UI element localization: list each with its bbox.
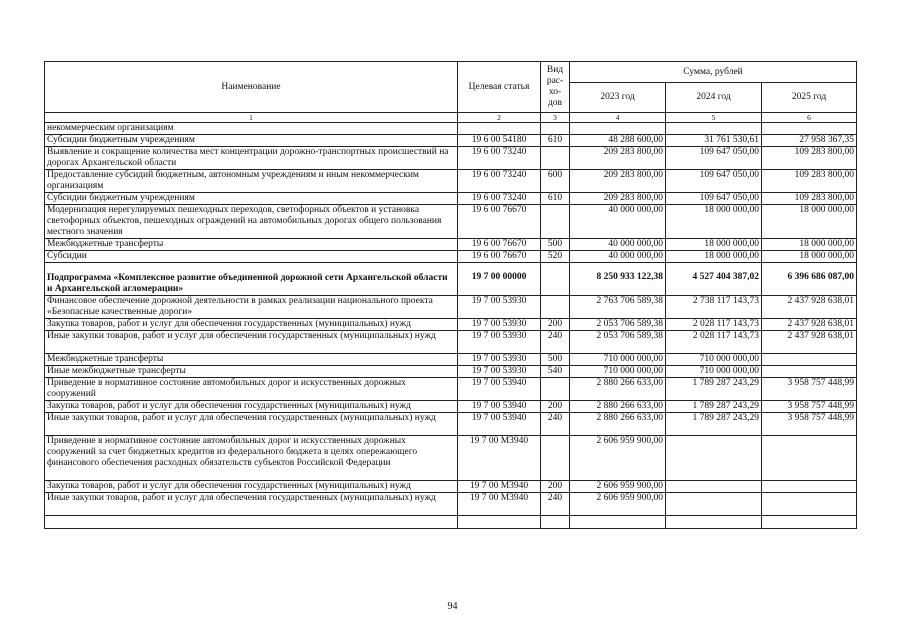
row-name: Подпрограмма «Комплексное развитие объединенной дорожной сети Архангельской области и Архангельской агломерации»	[45, 263, 458, 296]
row-2023: 2 606 959 900,00	[570, 436, 666, 481]
row-code: 19 7 00 53930	[458, 296, 541, 319]
row-2025	[762, 481, 857, 493]
row-2023: 40 000 000,00	[570, 251, 666, 263]
row-name: некоммерческим организациям	[45, 123, 458, 135]
row-2023: 2 606 959 900,00	[570, 493, 666, 516]
row-code: 19 7 00 00000	[458, 263, 541, 296]
header-sum: Сумма, рублей	[570, 62, 857, 83]
header-name: Наименование	[45, 62, 458, 113]
row-2024: 109 647 050,00	[666, 147, 762, 170]
row-2023: 2 880 266 633,00	[570, 378, 666, 401]
row-name: Субсидии бюджетным учреждениям	[45, 135, 458, 147]
row-2024: 18 000 000,00	[666, 251, 762, 263]
page-number: 94	[447, 601, 458, 612]
table-row	[45, 378, 857, 401]
row-2023	[570, 123, 666, 135]
table-row	[45, 481, 857, 493]
table-row	[45, 135, 857, 147]
row-2025: 2 437 928 638,01	[762, 296, 857, 319]
row-2023: 2 763 706 589,38	[570, 296, 666, 319]
row-name: Межбюджетные трансферты	[45, 239, 458, 251]
empty-cell	[45, 516, 458, 529]
row-vid: 500	[541, 354, 570, 366]
row-2024: 2 738 117 143,73	[666, 296, 762, 319]
row-2024	[666, 123, 762, 135]
table-row	[45, 193, 857, 205]
row-2023: 209 283 800,00	[570, 147, 666, 170]
row-2023: 2 880 266 633,00	[570, 413, 666, 436]
table-row	[45, 366, 857, 378]
row-code: 19 6 00 76670	[458, 239, 541, 251]
row-2024: 1 789 287 243,29	[666, 378, 762, 401]
row-2024: 710 000 000,00	[666, 366, 762, 378]
row-2024: 18 000 000,00	[666, 205, 762, 239]
table-row	[45, 170, 857, 193]
table-row	[45, 296, 857, 319]
row-name: Выявление и сокращение количества мест концентрации дорожно-транспортных происшествий на дорогах Архангельской области	[45, 147, 458, 170]
row-2025: 2 437 928 638,01	[762, 319, 857, 331]
col-number: 5	[666, 113, 762, 123]
header-vid-line3: хо-	[548, 87, 562, 97]
row-2025: 109 283 800,00	[762, 170, 857, 193]
row-code: 19 7 00 М3940	[458, 436, 541, 481]
row-2023: 710 000 000,00	[570, 354, 666, 366]
row-code: 19 7 00 53930	[458, 366, 541, 378]
row-name: Модернизация нерегулируемых пешеходных переходов, светофорных объектов и установка светофорных объектов, пешеходных ограждений на автомобильных дорогах общего пользования местного значения	[45, 205, 458, 239]
row-2023: 48 288 600,00	[570, 135, 666, 147]
header-year-2023: 2023 год	[570, 83, 666, 113]
header-vid	[541, 62, 570, 113]
row-2025	[762, 366, 857, 378]
row-2024	[666, 481, 762, 493]
row-name: Субсидии	[45, 251, 458, 263]
row-2025: 3 958 757 448,99	[762, 413, 857, 436]
row-2024: 109 647 050,00	[666, 193, 762, 205]
row-vid	[541, 205, 570, 239]
empty-cell	[458, 516, 541, 529]
row-2023: 209 283 800,00	[570, 170, 666, 193]
row-vid	[541, 296, 570, 319]
row-vid	[541, 436, 570, 481]
row-code: 19 7 00 53940	[458, 413, 541, 436]
row-2024: 2 028 117 143,73	[666, 319, 762, 331]
row-2025	[762, 354, 857, 366]
row-2025: 3 958 757 448,99	[762, 378, 857, 401]
table-row	[45, 413, 857, 436]
header-vid-line2: рас-	[546, 76, 564, 86]
header-target: Целевая статья	[458, 62, 541, 113]
row-2024: 18 000 000,00	[666, 239, 762, 251]
row-code: 19 7 00 53930	[458, 354, 541, 366]
table-row	[45, 354, 857, 366]
row-2025: 18 000 000,00	[762, 251, 857, 263]
row-vid: 520	[541, 251, 570, 263]
row-name: Иные межбюджетные трансферты	[45, 366, 458, 378]
table-row	[45, 205, 857, 239]
row-vid: 610	[541, 193, 570, 205]
row-name: Иные закупки товаров, работ и услуг для обеспечения государственных (муниципальных) нужд	[45, 331, 458, 354]
row-2024: 31 761 530,61	[666, 135, 762, 147]
row-2025: 18 000 000,00	[762, 205, 857, 239]
row-2023: 2 053 706 589,38	[570, 319, 666, 331]
row-2023: 209 283 800,00	[570, 193, 666, 205]
row-2025	[762, 493, 857, 516]
row-code: 19 6 00 73240	[458, 147, 541, 170]
row-code: 19 6 00 73240	[458, 170, 541, 193]
table-row	[45, 493, 857, 516]
row-2023: 40 000 000,00	[570, 239, 666, 251]
row-vid: 500	[541, 239, 570, 251]
row-name: Субсидии бюджетным учреждениям	[45, 193, 458, 205]
row-vid	[541, 263, 570, 296]
row-name: Закупка товаров, работ и услуг для обеспечения государственных (муниципальных) нужд	[45, 401, 458, 413]
row-2023: 2 880 266 633,00	[570, 401, 666, 413]
row-code: 19 7 00 53930	[458, 319, 541, 331]
row-vid	[541, 378, 570, 401]
col-number: 6	[762, 113, 857, 123]
row-vid: 200	[541, 401, 570, 413]
row-2025: 109 283 800,00	[762, 193, 857, 205]
row-code: 19 6 00 76670	[458, 251, 541, 263]
row-2024	[666, 493, 762, 516]
row-2023: 2 053 706 589,38	[570, 331, 666, 354]
row-2025: 109 283 800,00	[762, 147, 857, 170]
table-row	[45, 251, 857, 263]
header-vid-line1: Вид	[546, 65, 564, 75]
budget-table	[44, 61, 857, 529]
row-2025	[762, 436, 857, 481]
row-2025: 27 958 367,35	[762, 135, 857, 147]
row-2024: 4 527 404 387,02	[666, 263, 762, 296]
row-code: 19 7 00 М3940	[458, 481, 541, 493]
row-vid	[541, 123, 570, 135]
row-2025: 18 000 000,00	[762, 239, 857, 251]
table-row	[45, 331, 857, 354]
table-row	[45, 436, 857, 481]
row-2025: 6 396 686 087,00	[762, 263, 857, 296]
table-row	[45, 123, 857, 135]
row-name: Закупка товаров, работ и услуг для обеспечения государственных (муниципальных) нужд	[45, 481, 458, 493]
row-code: 19 6 00 73240	[458, 193, 541, 205]
header-year-2024: 2024 год	[666, 83, 762, 113]
row-name: Предоставление субсидий бюджетным, автономным учреждениям и иным некоммерческим организациям	[45, 170, 458, 193]
row-vid: 540	[541, 366, 570, 378]
row-2024: 1 789 287 243,29	[666, 413, 762, 436]
row-code: 19 7 00 53940	[458, 401, 541, 413]
empty-cell	[570, 516, 666, 529]
row-2023: 40 000 000,00	[570, 205, 666, 239]
row-vid: 240	[541, 413, 570, 436]
row-name: Закупка товаров, работ и услуг для обеспечения государственных (муниципальных) нужд	[45, 319, 458, 331]
row-2025: 3 958 757 448,99	[762, 401, 857, 413]
row-code: 19 6 00 54180	[458, 135, 541, 147]
row-code: 19 7 00 53930	[458, 331, 541, 354]
empty-cell	[541, 516, 570, 529]
row-2024: 109 647 050,00	[666, 170, 762, 193]
row-2023: 710 000 000,00	[570, 366, 666, 378]
row-name: Иные закупки товаров, работ и услуг для обеспечения государственных (муниципальных) нужд	[45, 493, 458, 516]
row-code	[458, 123, 541, 135]
row-2023: 2 606 959 900,00	[570, 481, 666, 493]
row-name: Межбюджетные трансферты	[45, 354, 458, 366]
row-vid: 600	[541, 170, 570, 193]
table-row-empty	[45, 516, 857, 529]
row-name: Приведение в нормативное состояние автомобильных дорог и искусственных дорожных сооружений за счет бюджетных кредитов из федерального бюджета в целях опережающего финансового обеспечения расходных обязательств субъектов Российской Федерации	[45, 436, 458, 481]
row-name: Приведение в нормативное состояние автомобильных дорог и искусственных дорожных сооружений	[45, 378, 458, 401]
table-row	[45, 319, 857, 331]
col-number: 2	[458, 113, 541, 123]
row-name: Иные закупки товаров, работ и услуг для обеспечения государственных (муниципальных) нужд	[45, 413, 458, 436]
row-code: 19 6 00 76670	[458, 205, 541, 239]
row-code: 19 7 00 М3940	[458, 493, 541, 516]
row-2025: 2 437 928 638,01	[762, 331, 857, 354]
row-2024: 2 028 117 143,73	[666, 331, 762, 354]
table-row	[45, 239, 857, 251]
row-name: Финансовое обеспечение дорожной деятельности в рамках реализации национального проекта «Безопасные качественные дороги»	[45, 296, 458, 319]
table-row-subprogram	[45, 263, 857, 296]
row-vid: 240	[541, 493, 570, 516]
row-vid: 610	[541, 135, 570, 147]
col-number: 4	[570, 113, 666, 123]
row-vid: 200	[541, 319, 570, 331]
row-2024: 710 000 000,00	[666, 354, 762, 366]
row-vid: 200	[541, 481, 570, 493]
col-number: 3	[541, 113, 570, 123]
header-vid-line4: дов	[547, 98, 563, 108]
table-row	[45, 401, 857, 413]
empty-cell	[666, 516, 762, 529]
empty-cell	[762, 516, 857, 529]
row-2025	[762, 123, 857, 135]
row-2023: 8 250 933 122,38	[570, 263, 666, 296]
row-2024: 1 789 287 243,29	[666, 401, 762, 413]
row-code: 19 7 00 53940	[458, 378, 541, 401]
header-year-2025: 2025 год	[762, 83, 857, 113]
table-row	[45, 147, 857, 170]
row-2024	[666, 436, 762, 481]
row-vid: 240	[541, 331, 570, 354]
row-vid	[541, 147, 570, 170]
col-number: 1	[45, 113, 458, 123]
